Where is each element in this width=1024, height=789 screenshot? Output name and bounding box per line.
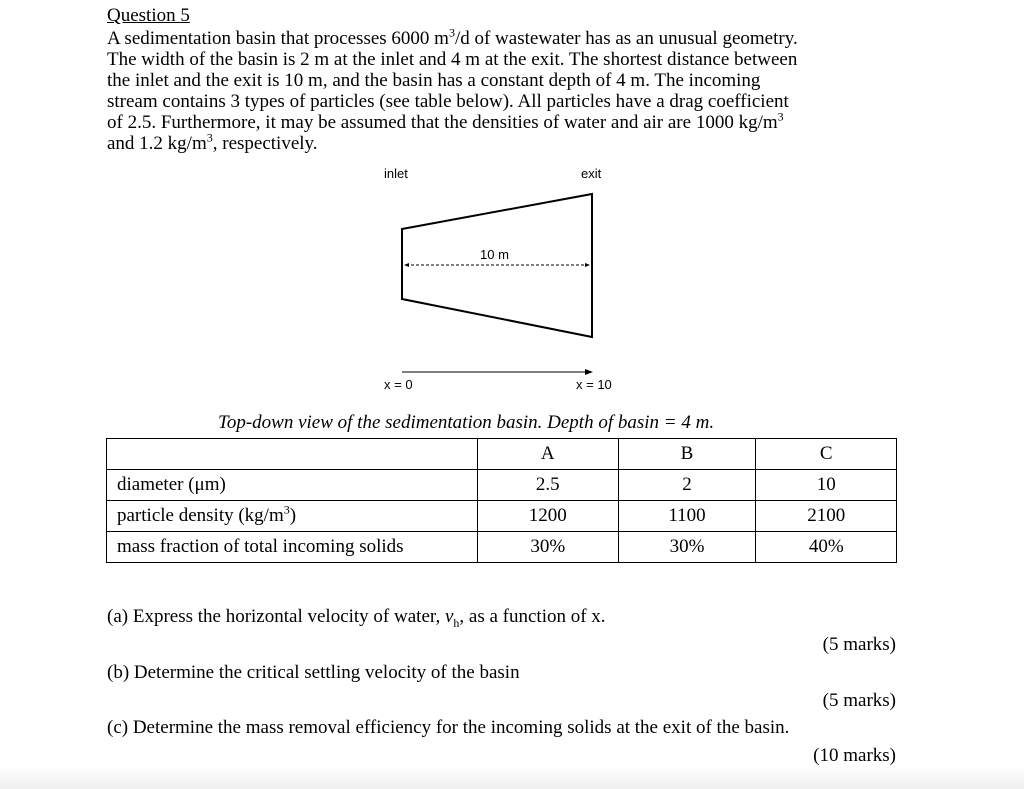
- question-line-5a: of 2.5. Furthermore, it may be assumed that the densities of water and air are 1000 kg/m: [107, 112, 778, 133]
- part-b-marks: (5 marks): [822, 690, 896, 711]
- table-cell: 30%: [618, 532, 756, 563]
- part-a-subscript: h: [453, 615, 460, 630]
- diagram-caption: Top-down view of the sedimentation basin. Depth of basin = 4 m.: [218, 412, 715, 433]
- row-label-end: ): [289, 505, 297, 526]
- table-row: [107, 501, 897, 532]
- arrowhead-right: [585, 263, 590, 267]
- part-c-marks: (10 marks): [813, 745, 896, 766]
- table-cell: 1100: [618, 501, 756, 532]
- table-cell: 2.5: [478, 470, 619, 501]
- question-line-6: [107, 130, 318, 155]
- question-line-1b: /d of wastewater has as an unusual geometry.: [454, 28, 798, 49]
- x-axis-arrowhead: [585, 369, 593, 375]
- table-header-cell: B: [618, 439, 756, 470]
- question-title: Question 5: [107, 5, 190, 26]
- row-label-superscript: 3: [283, 502, 290, 517]
- table-header-cell: A: [478, 439, 619, 470]
- exit-label: exit: [581, 166, 602, 181]
- part-a-prefix: (a) Express the horizontal velocity of water,: [107, 606, 445, 627]
- row-label: diameter (μm): [107, 470, 478, 501]
- basin-diagram: [360, 160, 660, 400]
- table-header-cell: [107, 439, 478, 470]
- question-line-4: stream contains 3 types of particles (see table below). All particles have a drag coefficient: [107, 91, 789, 112]
- x0-label: x = 0: [384, 377, 413, 392]
- table-header-cell: C: [756, 439, 897, 470]
- table-row: [107, 532, 897, 563]
- arrowhead-left: [404, 263, 409, 267]
- table-cell: 2100: [756, 501, 897, 532]
- question-line-6b: , respectively.: [212, 133, 318, 154]
- part-c-text: (c) Determine the mass removal efficiency for the incoming solids at the exit of the basin.: [107, 717, 790, 738]
- superscript-3: 3: [206, 130, 213, 145]
- page-bottom-shadow: [0, 767, 1024, 789]
- question-line-2: The width of the basin is 2 m at the inlet and 4 m at the exit. The shortest distance between: [107, 49, 798, 70]
- question-line-1: [107, 25, 798, 50]
- question-line-3: the inlet and the exit is 10 m, and the basin has a constant depth of 4 m. The incoming: [107, 70, 761, 91]
- part-a-marks: (5 marks): [822, 634, 896, 655]
- superscript-3: 3: [448, 25, 455, 40]
- row-label-text: particle density (kg/m: [117, 505, 284, 526]
- table-cell: 2: [618, 470, 756, 501]
- question-line-1a: A sedimentation basin that processes 6000 m: [107, 28, 449, 49]
- part-a-text: [107, 606, 606, 634]
- table-cell: 10: [756, 470, 897, 501]
- table-cell: 30%: [478, 532, 619, 563]
- row-label: mass fraction of total incoming solids: [107, 532, 478, 563]
- question-line-6a: and 1.2 kg/m: [107, 133, 207, 154]
- table-cell: 40%: [756, 532, 897, 563]
- x10-label: x = 10: [576, 377, 612, 392]
- particle-table: [106, 438, 897, 563]
- table-row: [107, 470, 897, 501]
- inlet-label: inlet: [384, 166, 408, 181]
- part-a-suffix: , as a function of x.: [459, 606, 606, 627]
- part-a-variable: v: [444, 606, 454, 627]
- length-label: 10 m: [480, 247, 509, 262]
- row-label: [107, 501, 478, 532]
- table-cell: 1200: [478, 501, 619, 532]
- superscript-3: 3: [777, 109, 784, 124]
- part-b-text: (b) Determine the critical settling velocity of the basin: [107, 662, 520, 683]
- table-header-row: [107, 439, 897, 470]
